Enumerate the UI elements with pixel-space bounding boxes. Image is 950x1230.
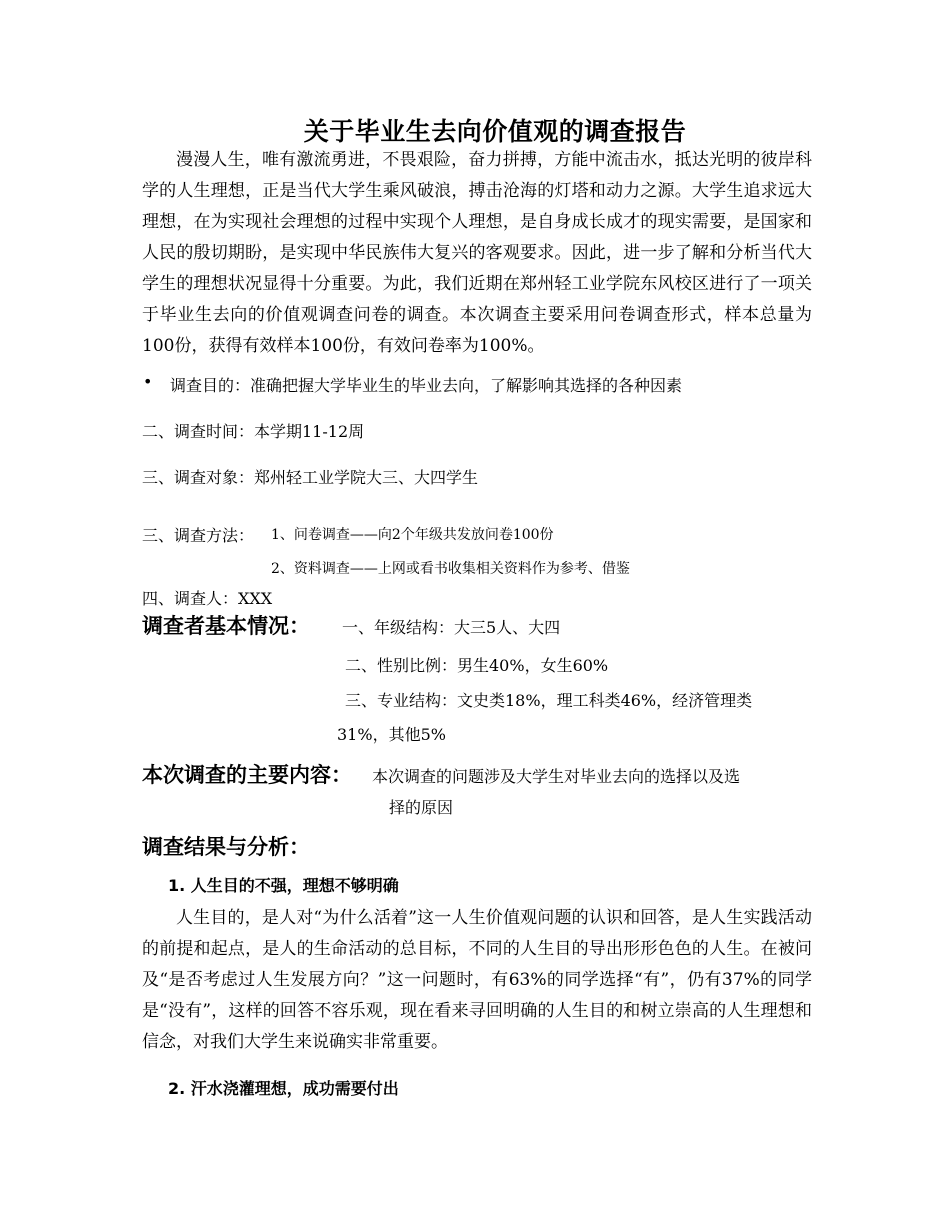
survey-method-1: 1、问卷调查——向2个年级共发放问卷100份 [271, 527, 554, 543]
section-1-title: 1. 人生目的不强，理想不够明确 [168, 876, 399, 895]
basic-info-gender: 二、性别比例：男生40%，女生60% [345, 656, 609, 675]
survey-investigator: 四、调查人：XXX [142, 589, 273, 608]
section-1-paragraph: 人生目的，是人对“为什么活着”这一人生价值观问题的认识和回答，是人生实践活动的前提和起点，是人的生命活动的总目标，不同的人生目的导出形形色色的人生。在被问及“是否考虑过人生发展方向？”这一问题时，有63%的同学选择“有”，仍有37%的同学是“没有”，这样的回答不容乐观，现在看来寻回明确的人生目的和树立崇高的人生理想和信念，对我们大学生来说确实非常重要。 [142, 908, 812, 1052]
survey-subjects: 三、调查对象：郑州轻工业学院大三、大四学生 [142, 468, 479, 487]
survey-method-2: 2、资料调查——上网或看书收集相关资料作为参考、借鉴 [271, 561, 630, 577]
results-heading: 调查结果与分析： [142, 835, 310, 859]
main-content-text-cont: 择的原因 [389, 798, 454, 817]
survey-time: 二、调查时间：本学期11-12周 [142, 422, 365, 441]
basic-info-grade: 一、年级结构：大三5人、大四 [342, 618, 561, 637]
survey-method-label: 三、调查方法： [142, 526, 255, 545]
main-content-heading: 本次调查的主要内容： [142, 763, 352, 787]
basic-info-heading: 调查者基本情况： [142, 614, 310, 638]
basic-info-major-cont: 31%，其他5% [337, 725, 446, 744]
basic-info-major: 三、专业结构：文史类18%，理工科类46%，经济管理类 [345, 691, 753, 710]
intro-paragraph: 漫漫人生，唯有激流勇进，不畏艰险，奋力拼搏，方能中流击水，抵达光明的彼岸科学的人生理想，正是当代大学生乘风破浪，搏击沧海的灯塔和动力之源。大学生追求远大理想，在为实现社会理想的过程中实现个人理想，是自身成长成才的现实需要，是国家和人民的殷切期盼，是实现中华民族伟大复兴的客观要求。因此，进一步了解和分析当代大学生的理想状况显得十分重要。为此，我们近期在郑州轻工业学院东风校区进行了一项关于毕业生去向的价值观调查问卷的调查。本次调查主要采用问卷调查形式，样本总量为100份，获得有效样本100份，有效问卷率为100%。 [142, 150, 812, 356]
report-title: 关于毕业生去向价值观的调查报告 [303, 117, 687, 146]
section-2-title: 2. 汗水浇灌理想，成功需要付出 [168, 1079, 399, 1098]
main-content-text: 本次调查的问题涉及大学生对毕业去向的选择以及选 [372, 767, 741, 786]
bullet-icon: • [143, 372, 153, 391]
survey-purpose: 调查目的：准确把握大学毕业生的毕业去向，了解影响其选择的各种因素 [170, 376, 683, 395]
